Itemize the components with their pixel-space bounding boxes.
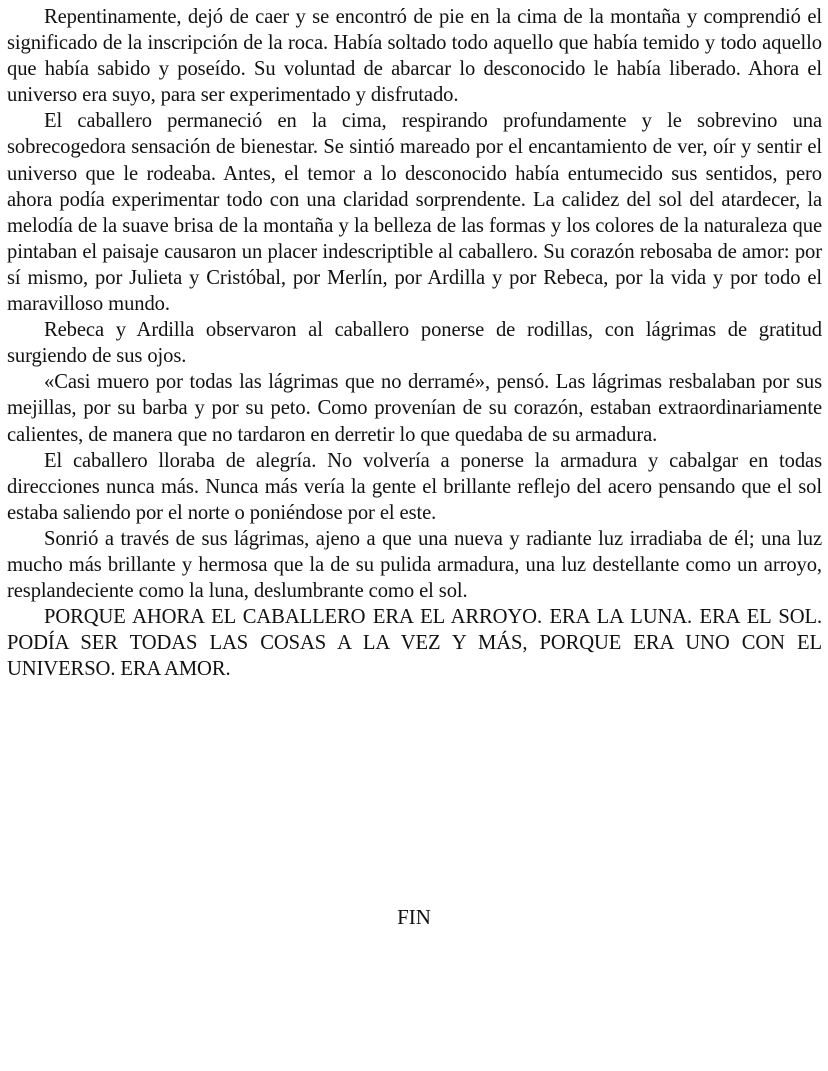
paragraph-4: «Casi muero por todas las lágrimas que no derramé», pensó. Las lágrimas resbalaban por sus mejillas, por su barba y por su peto. Como provenían de su corazón, estaban extraordinariamente calientes, de manera que no tardaron en derretir lo que quedaba de su armadura.	[7, 371, 822, 446]
paragraph-3: Rebeca y Ardilla observaron al caballero ponerse de rodillas, con lágrimas de gratitud surgiendo de sus ojos.	[7, 319, 822, 368]
paragraph-7: PORQUE AHORA EL CABALLERO ERA EL ARROYO. ERA LA LUNA. ERA EL SOL. PODÍA SER TODAS LAS COSAS A LA VEZ Y MÁS, PORQUE ERA UNO CON EL UNIVERSO. ERA AMOR.	[7, 606, 822, 681]
paragraph-5: El caballero lloraba de alegría. No volvería a ponerse la armadura y cabalgar en todas direcciones nunca más. Nunca más vería la gente el brillante reflejo del acero pensando que el sol estaba saliendo por el norte o poniéndose por el este.	[7, 449, 822, 524]
paragraph-6: Sonrió a través de sus lágrimas, ajeno a que una nueva y radiante luz irradiaba de él; una luz mucho más brillante y hermosa que la de su pulida armadura, una luz destellante como un arroyo, resplandeciente como la luna, deslumbrante como el sol.	[7, 527, 822, 603]
document-body	[7, 4, 822, 682]
ending-title: FIN	[397, 905, 431, 929]
paragraph-1: Repentinamente, dejó de caer y se encontró de pie en la cima de la montaña y comprendió el significado de la inscripción de la roca. Había soltado todo aquello que había temido y todo aquello que había sabido y poseído. Su voluntad de abarcar lo desconocido le había liberado. Ahora el universo era suyo, para ser experimentado y disfrutado.	[7, 6, 822, 107]
paragraph-2: El caballero permaneció en la cima, respirando profundamente y le sobrevino una sobrecogedora sensación de bienestar. Se sintió mareado por el encantamiento de ver, oír y sentir el universo que le rodeaba. Antes, el temor a lo desconocido había entumecido sus sentidos, pero ahora podía experimentar todo con una claridad sorprendente. La calidez del sol del atardecer, la melodía de la suave brisa de la montaña y la belleza de las formas y los colores de la naturaleza que pintaban el paisaje causaron un placer indescriptible al caballero. Su corazón rebosaba de amor: por sí mismo, por Julieta y Cristóbal, por Merlín, por Ardilla y por Rebeca, por la vida y por todo el maravilloso mundo.	[7, 110, 822, 316]
